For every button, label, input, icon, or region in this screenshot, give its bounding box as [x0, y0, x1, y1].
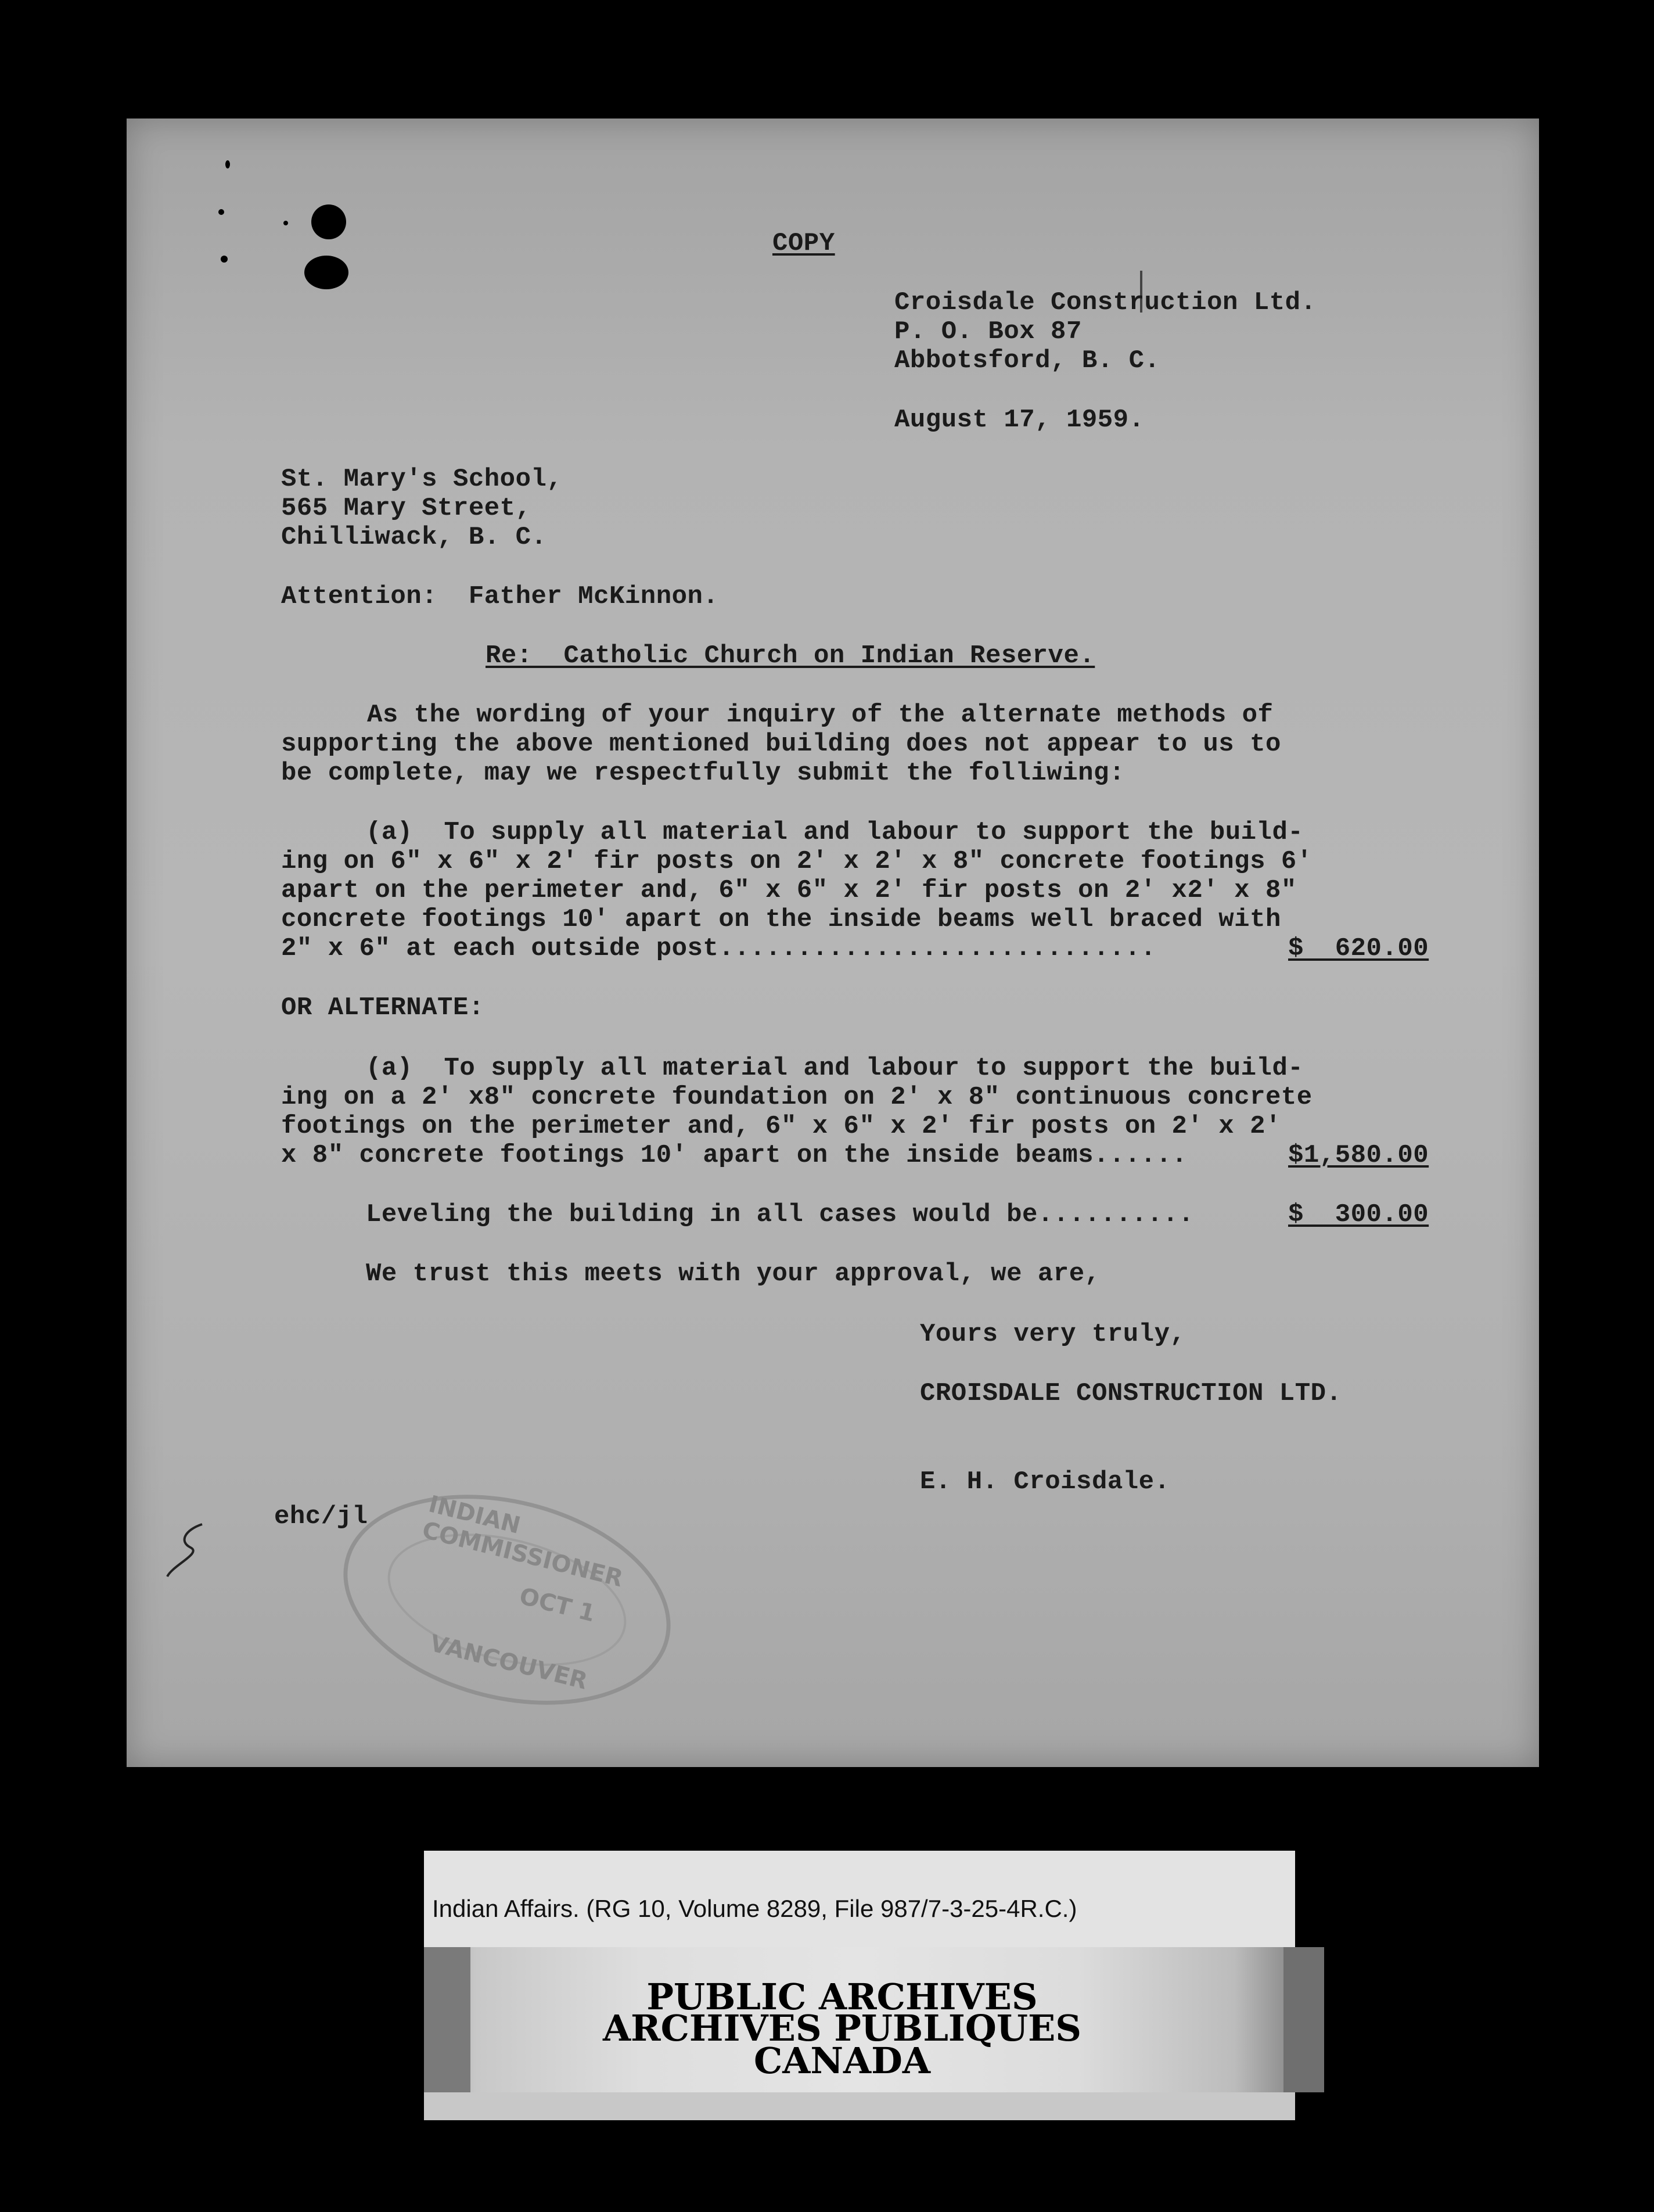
stamp-line: VANCOUVER [427, 1629, 591, 1695]
ink-speck [218, 209, 224, 215]
leveling-price: $ 300.00 [1288, 1200, 1429, 1229]
archive-reference: Indian Affairs. (RG 10, Volume 8289, File 987/7-3-25-4R.C.) [432, 1895, 1077, 1922]
recipient-name: St. Mary's School, [281, 465, 563, 494]
sender-city: Abbotsford, B. C. [894, 346, 1160, 375]
pen-squiggle [161, 1518, 220, 1582]
option-a-line: 2" x 6" at each outside post............................ [281, 934, 1156, 963]
ink-blot [311, 204, 346, 239]
stamp-line: OCT 1 [516, 1582, 598, 1628]
ink-speck [221, 256, 228, 263]
option-b-price: $1,580.00 [1288, 1141, 1429, 1170]
archive-line-country: CANADA [753, 2039, 931, 2082]
archive-line-en: PUBLIC ARCHIVES [646, 1976, 1038, 2018]
option-b-line: (a) To supply all material and labour to support the build- [366, 1054, 1304, 1083]
intro-line: As the wording of your inquiry of the alternate methods of [367, 701, 1274, 730]
archive-band-edge [424, 1947, 470, 2092]
label-bottom-edge [424, 2092, 1295, 2120]
recipient-street: 565 Mary Street, [281, 494, 531, 523]
option-a-line: concrete footings 10' apart on the inside beams well braced with [281, 905, 1281, 934]
option-a-line: apart on the perimeter and, 6" x 6" x 2' fir posts on 2' x2' x 8" [281, 876, 1297, 905]
company-signature: CROISDALE CONSTRUCTION LTD. [920, 1379, 1342, 1408]
sender-company: Croisdale Construction Ltd. [894, 288, 1317, 317]
salutation: Yours very truly, [920, 1320, 1186, 1349]
intro-line: supporting the above mentioned building does not appear to us to [281, 730, 1281, 759]
copy-heading: COPY [772, 229, 835, 258]
sender-po-box: P. O. Box 87 [894, 317, 1082, 346]
letter-page [127, 119, 1539, 1767]
stamp-line: INDIAN COMMISSIONER [419, 1491, 626, 1593]
option-b-line: ing on a 2' x8" concrete foundation on 2' x 8" continuous concrete [281, 1083, 1313, 1112]
ink-speck [283, 221, 288, 225]
signer-name: E. H. Croisdale. [920, 1467, 1170, 1496]
subject-line: Re: Catholic Church on Indian Reserve. [486, 641, 1095, 670]
option-a-line: (a) To supply all material and labour to support the build- [366, 818, 1304, 847]
recipient-city: Chilliwack, B. C. [281, 523, 547, 552]
ink-blot [304, 256, 348, 289]
intro-line: be complete, may we respectfully submit the folliwing: [281, 759, 1125, 788]
archive-line-fr: ARCHIVES PUBLIQUES [602, 2007, 1082, 2049]
letter-date: August 17, 1959. [894, 405, 1145, 435]
option-a-line: ing on 6" x 6" x 2' fir posts on 2' x 2' x 8" concrete footings 6' [281, 847, 1313, 876]
option-b-line: x 8" concrete footings 10' apart on the inside beams...... [281, 1141, 1188, 1170]
or-alternate-heading: OR ALTERNATE: [281, 993, 484, 1022]
leveling-line: Leveling the building in all cases would be.......... [366, 1200, 1194, 1229]
typist-initials: ehc/jl [274, 1502, 368, 1531]
closing-line: We trust this meets with your approval, we are, [366, 1259, 1101, 1288]
attention-line: Attention: Father McKinnon. [281, 582, 719, 611]
received-stamp [321, 1463, 693, 1737]
archive-band-edge [1283, 1947, 1324, 2092]
option-b-line: footings on the perimeter and, 6" x 6" x 2' fir posts on 2' x 2' [281, 1112, 1281, 1141]
option-a-price: $ 620.00 [1288, 934, 1429, 963]
ink-speck [225, 160, 230, 168]
